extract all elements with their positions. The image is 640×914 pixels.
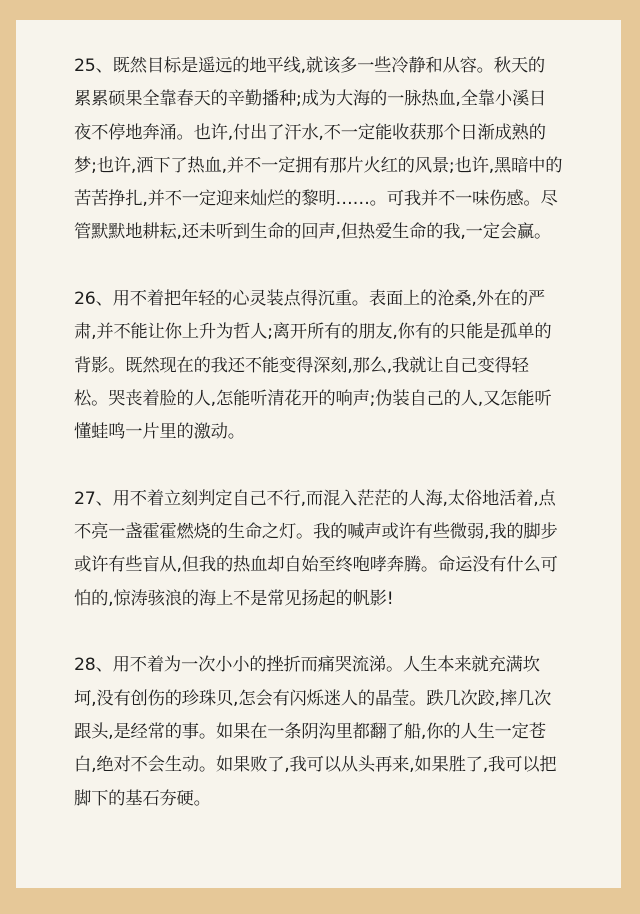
text-line: 白,绝对不会生动。如果败了,我可以从头再来,如果胜了,我可以把 [74,755,557,776]
text-line: 怕的,惊涛骇浪的海上不是常见扬起的帆影! [74,588,394,609]
text-line: 坷,没有创伤的珍珠贝,怎会有闪烁迷人的晶莹。跌几次跤,摔几次 [74,688,552,709]
text-card [16,20,621,888]
text-line: 跟头,是经常的事。如果在一条阴沟里都翻了船,你的人生一定苍 [74,721,546,742]
paragraph-27 [74,483,634,616]
paragraph-25 [74,50,634,250]
content [74,50,634,849]
text-line: 或许有些盲从,但我的热血却自始至终咆哮奔腾。命运没有什么可 [74,555,558,576]
paragraph-26 [74,283,634,449]
text-line: 肃,并不能让你上升为哲人;离开所有的朋友,你有的只能是孤单的 [74,322,552,343]
text-line: 管默默地耕耘,还未听到生命的回声,但热爱生命的我,一定会赢。 [74,222,552,243]
text-line: 27、用不着立刻判定自己不行,而混入茫茫的人海,太俗地活着,点 [74,488,556,509]
text-line: 梦;也许,洒下了热血,并不一定拥有那片火红的风景;也许,黑暗中的 [74,155,563,176]
text-line: 夜不停地奔涌。也许,付出了汗水,不一定能收获那个日渐成熟的 [74,122,546,143]
text-line: 背影。既然现在的我还不能变得深刻,那么,我就让自己变得轻 [74,355,529,376]
text-line: 不亮一盏霍霍燃烧的生命之灯。我的喊声或许有些微弱,我的脚步 [74,522,558,543]
text-line: 累累硕果全靠春天的辛勤播种;成为大海的一脉热血,全靠小溪日 [74,89,547,110]
text-line: 苦苦挣扎,并不一定迎来灿烂的黎明……。可我并不一味伤感。尽 [74,189,558,210]
paragraph-28 [74,649,634,815]
text-line: 脚下的基石夯硬。 [74,788,211,809]
text-line: 28、用不着为一次小小的挫折而痛哭流涕。人生本来就充满坎 [74,655,540,676]
text-line: 25、既然目标是遥远的地平线,就该多一些冷静和从容。秋天的 [74,56,545,76]
text-line: 26、用不着把年轻的心灵装点得沉重。表面上的沧桑,外在的严 [74,289,545,310]
text-line: 懂蛙鸣一片里的激动。 [74,422,245,443]
text-line: 松。哭丧着脸的人,怎能听清花开的响声;伪装自己的人,又怎能听 [74,388,552,409]
